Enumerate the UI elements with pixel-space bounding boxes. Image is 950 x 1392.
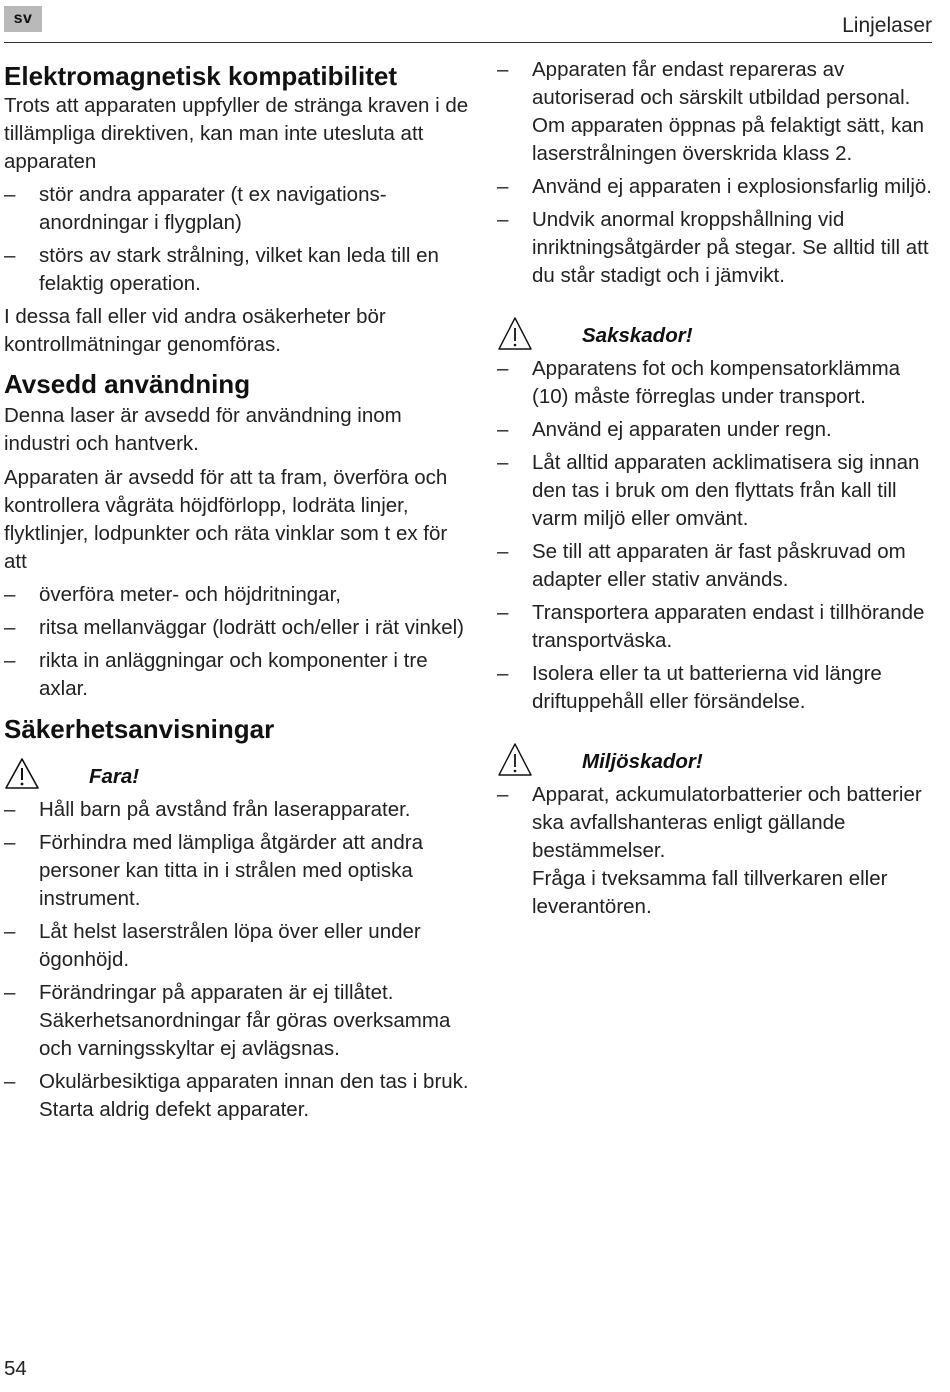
header-divider	[4, 42, 932, 43]
environment-text: Apparat, ackumulatorbatterier och batterier ska avfallshanteras enligt gällande bestämmelser.	[532, 783, 922, 862]
list-item: – Förhindra med lämpliga åtgärder att andra personer kan titta in i strålen med optiska instrument.	[4, 829, 469, 913]
list-item: – Låt alltid apparaten acklimatisera sig innan den tas i bruk om den flyttats från kall till varm miljö eller omvänt.	[497, 449, 942, 533]
safety-heading: Säkerhetsanvisningar	[4, 714, 275, 744]
list-item: – Låt helst laserstrålen löpa över eller under ögonhöjd.	[4, 918, 469, 974]
list-item: – störs av stark strålning, vilket kan leda till en felaktig operation.	[4, 242, 469, 298]
list-item: – stör andra apparater (t ex navigations-anordningar i flygplan)	[4, 181, 469, 237]
damage-callout	[497, 316, 942, 356]
page-number: 54	[4, 1357, 27, 1380]
emc-heading: Elektromagnetisk kompatibilitet	[4, 61, 397, 91]
language-tag: sv	[4, 6, 42, 32]
list-item: – Använd ej apparaten under regn.	[497, 416, 942, 444]
list-item: – överföra meter- och höjdritningar,	[4, 581, 469, 609]
warning-triangle-icon	[4, 757, 40, 791]
danger-list	[4, 796, 469, 1124]
environment-callout	[497, 742, 942, 782]
environment-text-2: Fråga i tveksamma fall tillverkaren eller leverantören.	[532, 867, 888, 918]
list-item: – Förändringar på apparaten är ej tillåtet. Säkerhetsanordningar får göras overksamma och varningsskyltar ej avlägsnas.	[4, 979, 469, 1063]
general-safety-list	[497, 56, 942, 290]
environment-list	[497, 781, 942, 921]
environment-label: Miljöskador!	[582, 750, 703, 773]
emc-paragraph-2: I dessa fall eller vid andra osäkerheter bör kontrollmätningar genomföras.	[4, 305, 386, 356]
right-column	[497, 56, 942, 921]
list-item: – rikta in anläggningar och komponenter i tre axlar.	[4, 647, 469, 703]
damage-label: Sakskador!	[582, 324, 693, 347]
danger-label: Fara!	[89, 765, 140, 788]
list-item: – ritsa mellanväggar (lodrätt och/eller i rät vinkel)	[4, 614, 469, 642]
warning-triangle-icon	[497, 742, 533, 778]
left-column	[4, 58, 469, 1124]
list-item: – Apparaten får endast repareras av autoriserad och särskilt utbildad personal. Om apparaten öppnas på felaktigt sätt, kan laserstrålningen överskrida klass 2.	[497, 56, 942, 168]
document-title: Linjelaser	[842, 14, 932, 37]
list-item: – Undvik anormal kroppshållning vid inriktningsåtgärder på stegar. Se alltid till att du står stadigt och i jämvikt.	[497, 206, 942, 290]
list-item: – Okulärbesiktiga apparaten innan den tas i bruk. Starta aldrig defekt apparater.	[4, 1068, 469, 1124]
intended-use-paragraph: Denna laser är avsedd för användning inom industri och hantverk.	[4, 404, 402, 455]
list-item: – Använd ej apparaten i explosionsfarlig miljö.	[497, 173, 942, 201]
list-item: – Håll barn på avstånd från laserapparater.	[4, 796, 469, 824]
list-item	[497, 781, 942, 921]
warning-triangle-icon	[497, 316, 533, 352]
list-item: – Apparatens fot och kompensatorklämma (10) måste förreglas under transport.	[497, 355, 942, 411]
intended-use-list	[4, 581, 469, 703]
list-item: – Se till att apparaten är fast påskruvad om adapter eller stativ används.	[497, 538, 942, 594]
damage-list	[497, 355, 942, 716]
danger-callout	[4, 757, 469, 797]
emc-list	[4, 181, 469, 298]
intended-use-paragraph-2: Apparaten är avsedd för att ta fram, överföra och kontrollera vågräta höjdförlopp, lodräta linjer, flyktlinjer, lodpunkter och räta vinklar som t ex för att	[4, 466, 448, 573]
list-item: – Isolera eller ta ut batterierna vid längre driftuppehåll eller försändelse.	[497, 660, 942, 716]
emc-paragraph: Trots att apparaten uppfyller de stränga kraven i de tillämpliga direktiven, kan man inte utesluta att apparaten	[4, 94, 469, 173]
list-item: – Transportera apparaten endast i tillhörande transportväska.	[497, 599, 942, 655]
intended-use-heading: Avsedd användning	[4, 369, 251, 399]
